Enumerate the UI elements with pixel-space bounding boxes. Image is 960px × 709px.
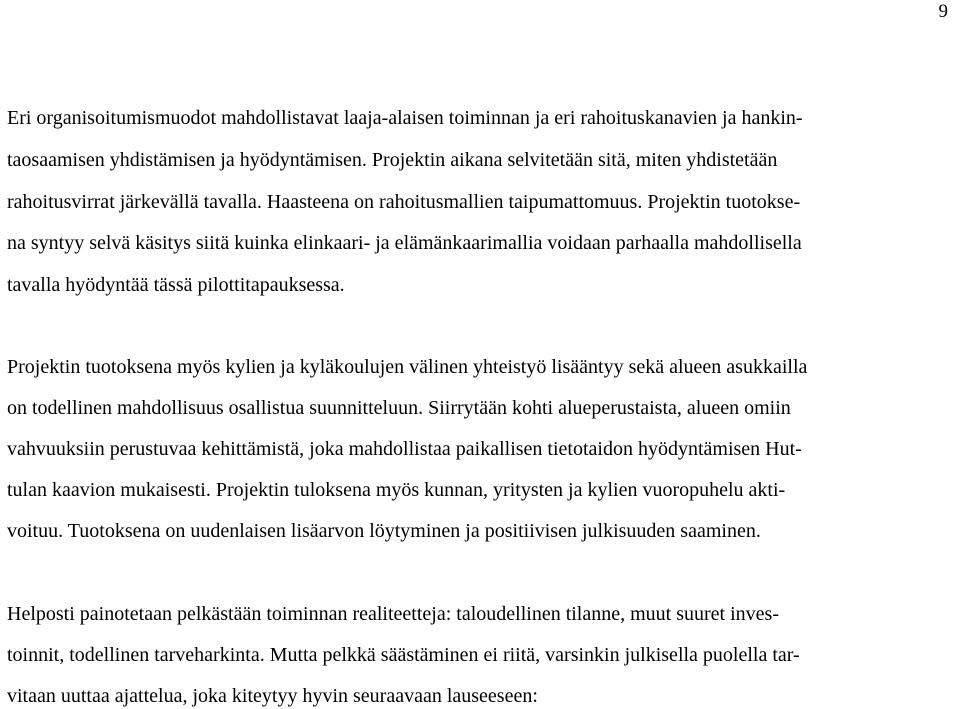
text-line: rahoitusvirrat järkevällä tavalla. Haasteena on rahoitusmallien taipumattomuus. Projektin tuotokse-	[7, 191, 801, 213]
text-line: vahvuuksiin perustuvaa kehittämistä, joka mahdollistaa paikallisen tietotaidon hyödyntämisen Hut-	[7, 438, 802, 460]
text-line: Helposti painotetaan pelkästään toiminnan realiteetteja: taloudellinen tilanne, muut suuret inves-	[7, 603, 779, 625]
text-line: tulan kaavion mukaisesti. Projektin tuloksena myös kunnan, yritysten ja kylien vuoropuhelu akti-	[7, 479, 786, 501]
text-line: voituu. Tuotoksena on uudenlaisen lisäarvon löytyminen ja positiivisen julkisuuden saaminen.	[7, 520, 761, 542]
text-line: on todellinen mahdollisuus osallistua suunnitteluun. Siirrytään kohti alueperustaista, alueen omiin	[7, 397, 791, 419]
text-line: Eri organisoitumismuodot mahdollistavat laaja-alaisen toiminnan ja eri rahoituskanavien ja hankin-	[7, 107, 803, 129]
text-line: tavalla hyödyntää tässä pilottitapauksessa.	[7, 274, 345, 296]
text-line: Projektin tuotoksena myös kylien ja kyläkoulujen välinen yhteistyö lisääntyy sekä alueen asukkailla	[7, 356, 808, 378]
text-line: vitaan uuttaa ajattelua, joka kiteytyy hyvin seuraavaan lauseeseen:	[7, 685, 538, 707]
text-line: toinnit, todellinen tarveharkinta. Mutta pelkkä säästäminen ei riitä, varsinkin julkisella puolella tar-	[7, 644, 800, 666]
text-line: na syntyy selvä käsitys siitä kuinka elinkaari- ja elämänkaarimallia voidaan parhaalla mahdollisella	[7, 232, 802, 254]
text-line: taosaamisen yhdistämisen ja hyödyntämisen. Projektin aikana selvitetään sitä, miten yhdistetään	[7, 149, 778, 171]
page-number: 9	[938, 1, 948, 22]
